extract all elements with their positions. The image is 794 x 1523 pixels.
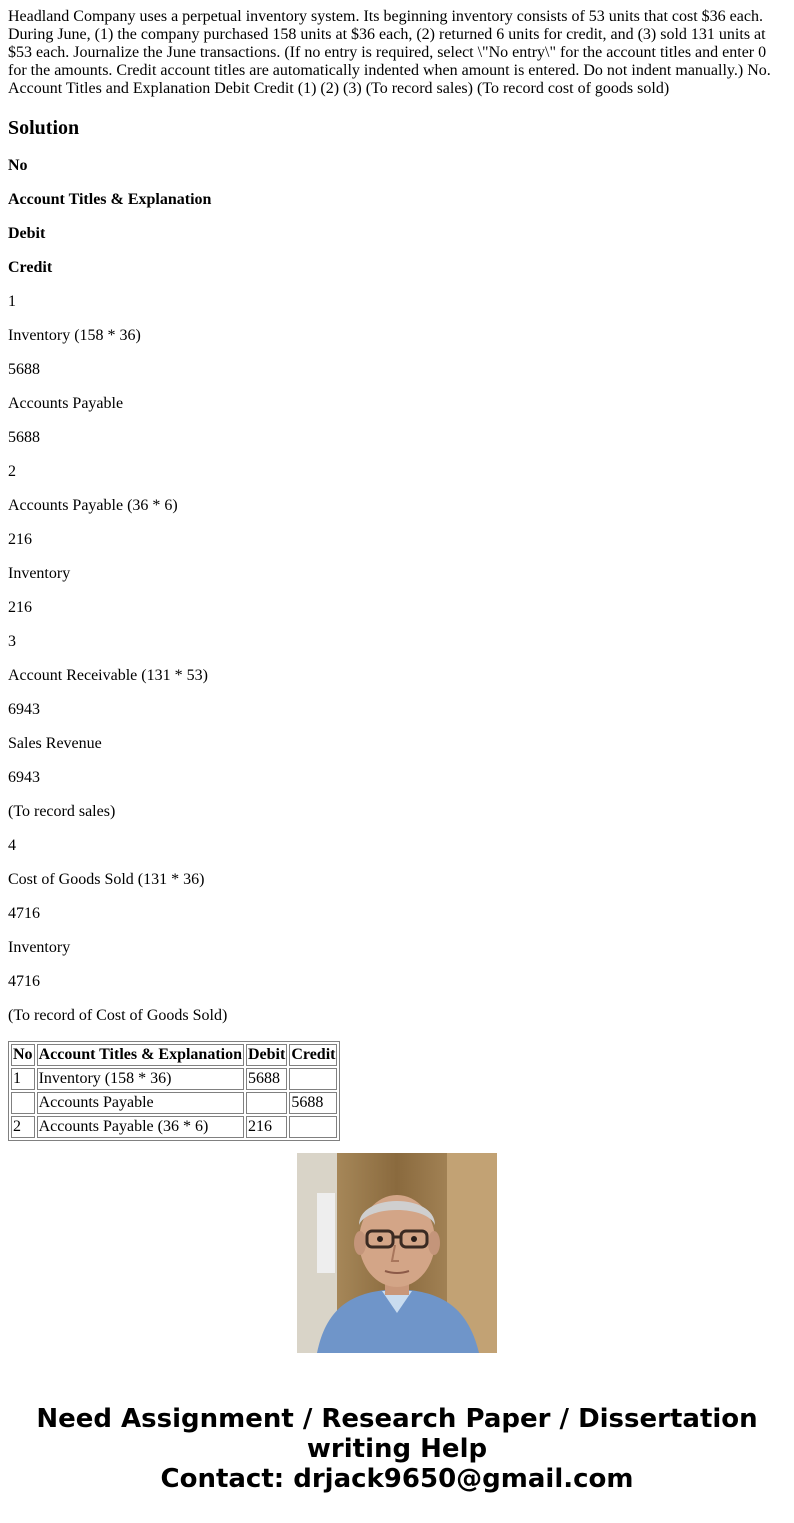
solution-line: Inventory (158 * 36) <box>8 327 141 344</box>
table-header-cell: Credit <box>289 1044 337 1066</box>
solution-line: Credit <box>8 259 53 276</box>
table-cell: 5688 <box>246 1068 287 1090</box>
table-row <box>11 1068 337 1090</box>
author-photo <box>297 1153 497 1353</box>
table-cell <box>246 1092 287 1114</box>
solution-line: 4716 <box>8 905 40 922</box>
solution-line: 5688 <box>8 361 40 378</box>
table-row <box>11 1092 337 1114</box>
table-body <box>11 1068 337 1138</box>
solution-lines <box>8 157 786 1025</box>
solution-line: 216 <box>8 599 32 616</box>
table-cell <box>289 1068 337 1090</box>
table-cell: 1 <box>11 1068 35 1090</box>
table-cell: Inventory (158 * 36) <box>37 1068 244 1090</box>
banner-line-1: Need Assignment / Research Paper / Dissertation <box>36 1404 758 1434</box>
table-cell <box>289 1116 337 1138</box>
table-cell: 5688 <box>289 1092 337 1114</box>
document-body <box>8 8 786 1135</box>
solution-line: 5688 <box>8 429 40 446</box>
solution-line: 216 <box>8 531 32 548</box>
table-row <box>11 1116 337 1138</box>
table-header-cell: Debit <box>246 1044 287 1066</box>
question-text: Headland Company uses a perpetual inventory system. Its beginning inventory consists of 53 units that cost $36 each. During June, (1) the company purchased 158 units at $36 each, (2) returned 6 units for credit, and (3) sold 131 units at $53 each. Journalize the June transactions. (If no entry is required, select \"No entry\" for the account titles and enter 0 for the amounts. Credit account titles are automatically indented when amount is entered. Do not indent manually.) No. Account Titles and Explanation Debit Credit (1) (2) (3) (To record sales) (To record cost of goods sold) <box>8 8 771 97</box>
solution-line: Accounts Payable (36 * 6) <box>8 497 178 514</box>
solution-heading: Solution <box>8 117 80 139</box>
banner-contact: Contact: drjack9650@gmail.com <box>160 1464 634 1494</box>
solution-line: Inventory <box>8 565 71 582</box>
solution-line: 1 <box>8 293 16 310</box>
table-cell: Accounts Payable (36 * 6) <box>37 1116 244 1138</box>
solution-line: Cost of Goods Sold (131 * 36) <box>8 871 205 888</box>
table-header-cell: No <box>11 1044 35 1066</box>
solution-line: Sales Revenue <box>8 735 102 752</box>
solution-line: 2 <box>8 463 16 480</box>
table-header-cell: Account Titles & Explanation <box>37 1044 244 1066</box>
table-cell: 2 <box>11 1116 35 1138</box>
solution-line: 6943 <box>8 701 40 718</box>
solution-line: Account Receivable (131 * 53) <box>8 667 208 684</box>
solution-line: 6943 <box>8 769 40 786</box>
table-cell: 216 <box>246 1116 287 1138</box>
table-cell <box>11 1092 35 1114</box>
solution-line: 3 <box>8 633 16 650</box>
solution-line: 4716 <box>8 973 40 990</box>
solution-line: Accounts Payable <box>8 395 124 412</box>
solution-line: (To record sales) <box>8 803 116 820</box>
solution-line: (To record of Cost of Goods Sold) <box>8 1007 228 1024</box>
journal-table <box>8 1041 340 1141</box>
solution-line: Inventory <box>8 939 71 956</box>
table-header-row <box>11 1044 337 1066</box>
solution-line: No <box>8 157 28 174</box>
table-cell: Accounts Payable <box>37 1092 244 1114</box>
solution-line: Debit <box>8 225 46 242</box>
contact-banner <box>0 1404 794 1494</box>
solution-line: 4 <box>8 837 16 854</box>
banner-line-2: writing Help <box>306 1434 488 1464</box>
solution-line: Account Titles & Explanation <box>8 191 212 208</box>
